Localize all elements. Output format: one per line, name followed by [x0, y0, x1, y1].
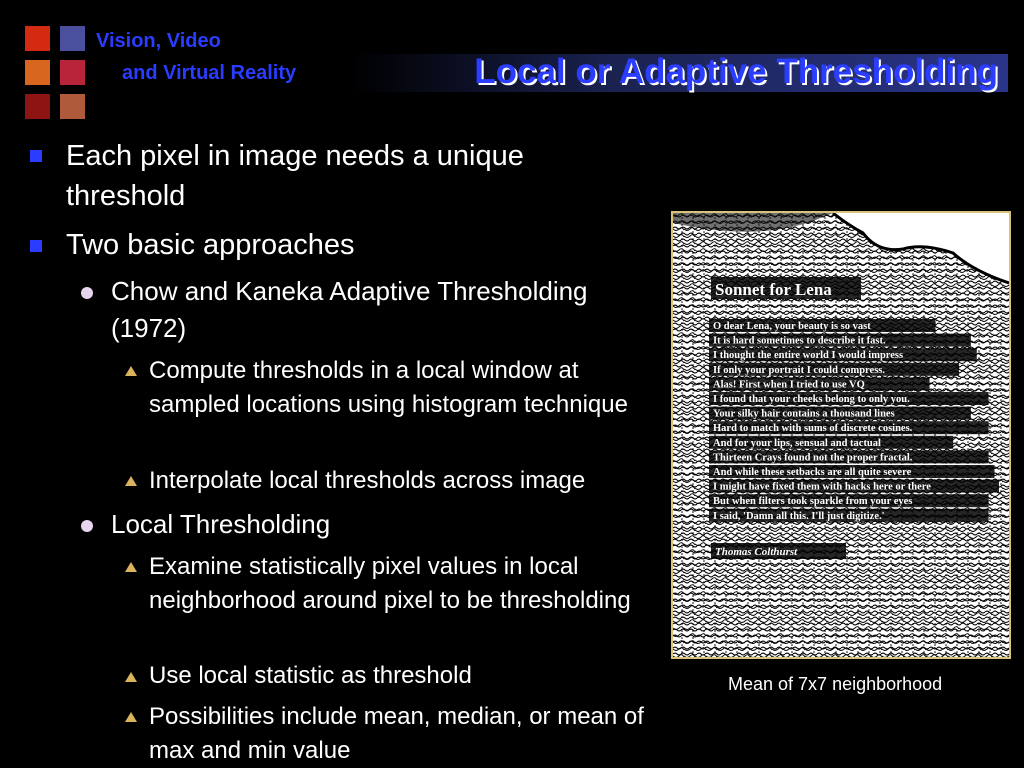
- bullet-square-icon: [30, 240, 42, 252]
- poem-line: And for your lips, sensual and tactual: [713, 437, 881, 449]
- sub-bullet-text: Interpolate local thresholds across image: [149, 467, 586, 494]
- poem-line: I found that your cheeks belong to only you.: [713, 394, 910, 405]
- logo-square-red: [25, 26, 50, 51]
- bullet-diamond-icon: [125, 712, 137, 722]
- poem-line: Thirteen Crays found not the proper fractal.: [713, 452, 913, 464]
- approach-label: Local Thresholding: [111, 509, 331, 539]
- poem-line: And while these setbacks are all quite severe: [713, 467, 912, 478]
- sub-bullet-text: Compute thresholds in a local window at sampled locations using histogram technique: [149, 357, 628, 418]
- bullet-square-icon: [30, 150, 42, 162]
- sub-bullet-text: Possibilities include mean, median, or mean of max and min value: [149, 703, 644, 764]
- thresholded-image-canvas: [673, 213, 1009, 657]
- sonnet-title: Sonnet for Lena: [715, 280, 832, 299]
- logo-square-blue: [60, 26, 85, 51]
- poem-line: I might have fixed them with hacks here or there: [713, 481, 931, 493]
- poem-line: O dear Lena, your beauty is so vast: [713, 321, 871, 332]
- poem-line: I said, 'Damn all this. I'll just digitize.': [713, 510, 885, 522]
- poem-line: But when filters took sparkle from your eyes: [713, 496, 913, 508]
- brand-line-1: Vision, Video: [96, 30, 221, 52]
- poem-line: Alas! First when I tried to use VQ: [713, 379, 865, 391]
- bullet-diamond-icon: [125, 672, 137, 682]
- thresholded-image: [671, 211, 1011, 659]
- bullet-diamond-icon: [125, 476, 137, 486]
- logo-square-darkred: [25, 94, 50, 119]
- bullet-circle-icon: [81, 287, 93, 299]
- bullet-circle-icon: [81, 520, 93, 532]
- logo-square-orange: [25, 60, 50, 85]
- bullet-text: Each pixel in image needs a unique threshold: [66, 140, 524, 212]
- bullet-diamond-icon: [125, 562, 137, 572]
- bullet-diamond-icon: [125, 366, 137, 376]
- poem-line: I thought the entire world I would impress: [713, 350, 904, 362]
- logo-square-brown: [60, 94, 85, 119]
- poem-line: Hard to match with sums of discrete cosines.: [713, 423, 913, 435]
- sub-bullet-text: Examine statistically pixel values in local neighborhood around pixel to be thresholding: [149, 553, 631, 614]
- poem-line: If only your portrait I could compress.: [713, 364, 885, 376]
- brand-line-2: and Virtual Reality: [122, 62, 297, 84]
- poem-author: Thomas Colthurst: [715, 546, 798, 558]
- bullet-text: Two basic approaches: [66, 229, 355, 261]
- poem-line: Your silky hair contains a thousand lines: [713, 408, 895, 420]
- logo-square-crimson: [60, 60, 85, 85]
- page-title: Local or Adaptive Thresholding: [474, 52, 998, 91]
- poem-line: It is hard sometimes to describe it fast.: [713, 335, 886, 347]
- approach-label: Chow and Kaneka Adaptive Thresholding (1972): [111, 276, 588, 343]
- image-caption: Mean of 7x7 neighborhood: [728, 674, 943, 694]
- sub-bullet-text: Use local statistic as threshold: [149, 662, 472, 689]
